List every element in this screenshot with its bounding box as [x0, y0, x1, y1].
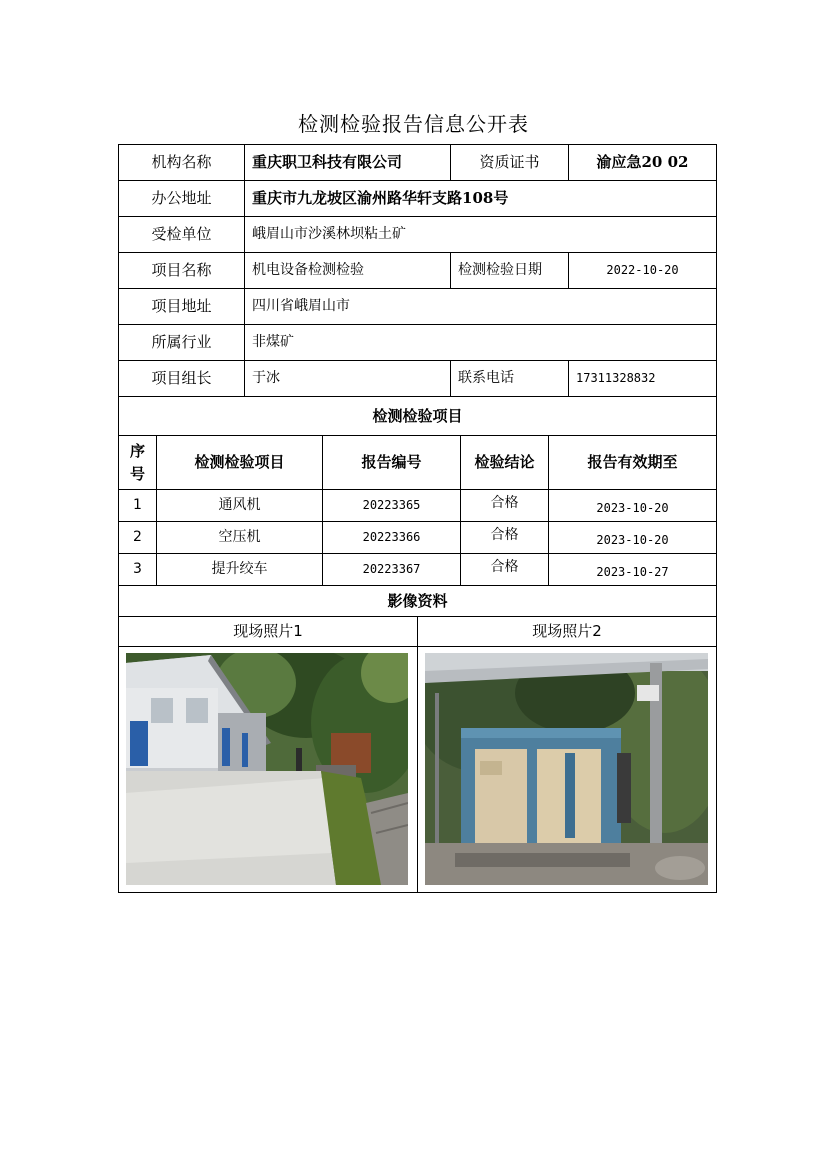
industry-value: 非煤矿	[244, 324, 717, 361]
table-row-item: 提升绞车	[156, 553, 323, 586]
table-row-result: 合格	[460, 489, 549, 522]
header-seq	[118, 435, 157, 490]
address-value: 重庆市九龙坡区渝州路华轩支路108号	[244, 180, 717, 217]
table-row-report-no: 20223367	[322, 553, 461, 586]
address-label: 办公地址	[118, 180, 245, 217]
items-section-title: 检测检验项目	[118, 396, 717, 436]
table-row-report-no: 20223365	[322, 489, 461, 522]
header-item: 检测检验项目	[156, 435, 323, 490]
table-row-valid-until: 2023-10-20	[548, 489, 717, 522]
project-name-label: 项目名称	[118, 252, 245, 289]
table-row-valid-until: 2023-10-27	[548, 553, 717, 586]
industry-label: 所属行业	[118, 324, 245, 361]
project-addr-value: 四川省峨眉山市	[244, 288, 717, 325]
header-result: 检验结论	[460, 435, 549, 490]
table-row-seq: 2	[118, 521, 157, 554]
date-label: 检测检验日期	[450, 252, 569, 289]
table-row-result: 合格	[460, 553, 549, 586]
project-addr-label: 项目地址	[118, 288, 245, 325]
client-label: 受检单位	[118, 216, 245, 253]
table-row-result: 合格	[460, 521, 549, 554]
table-row-seq: 3	[118, 553, 157, 586]
leader-label: 项目组长	[118, 360, 245, 397]
site-photo-1-image	[126, 653, 408, 885]
site-photo-1	[126, 653, 408, 885]
client-value: 峨眉山市沙溪林坝粘土矿	[244, 216, 717, 253]
page-title: 检测检验报告信息公开表	[298, 112, 529, 136]
table-row-valid-until: 2023-10-20	[548, 521, 717, 554]
table-row-seq: 1	[118, 489, 157, 522]
org-name-label: 机构名称	[118, 144, 245, 181]
phone-label: 联系电话	[450, 360, 569, 397]
header-report-no: 报告编号	[322, 435, 461, 490]
project-name-value: 机电设备检测检验	[244, 252, 451, 289]
org-name-value: 重庆职卫科技有限公司	[244, 144, 451, 181]
images-section-title: 影像资料	[118, 585, 717, 617]
site-photo-2-image	[425, 653, 708, 885]
photo2-label: 现场照片2	[417, 616, 717, 647]
table-row-item: 通风机	[156, 489, 323, 522]
leader-value: 于冰	[244, 360, 451, 397]
header-seq-text: 序号	[129, 442, 145, 483]
table-row-report-no: 20223366	[322, 521, 461, 554]
header-valid-until: 报告有效期至	[548, 435, 717, 490]
cert-value: 渝应急20 02	[568, 144, 717, 181]
table-row-item: 空压机	[156, 521, 323, 554]
date-value: 2022-10-20	[568, 252, 717, 289]
site-photo-2	[425, 653, 708, 885]
photo1-label: 现场照片1	[118, 616, 418, 647]
cert-label: 资质证书	[450, 144, 569, 181]
phone-value: 17311328832	[568, 360, 717, 397]
